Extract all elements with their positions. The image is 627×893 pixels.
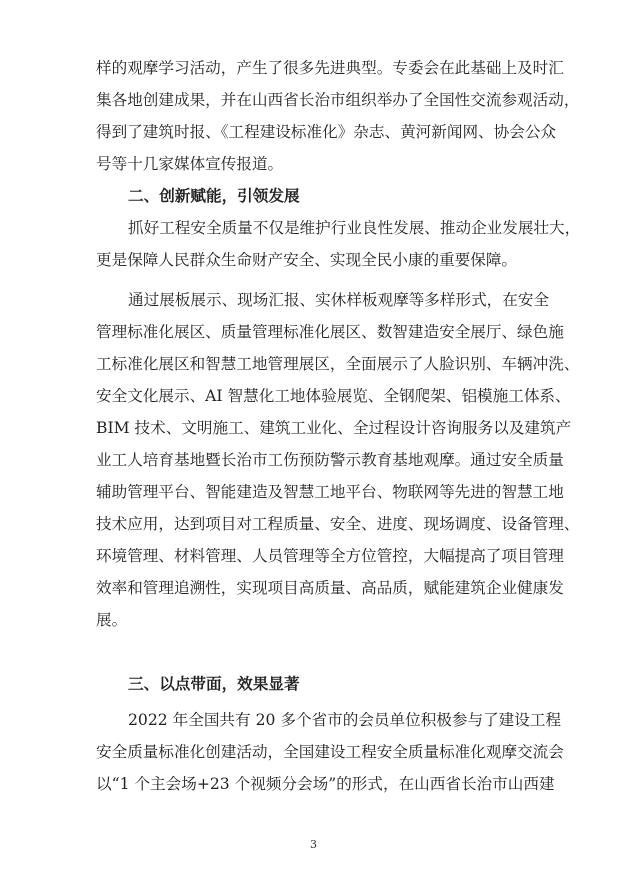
paragraph-4-line-1: 2022 年全国共有 20 多个省市的会员单位积极参与了建设工程 [128, 711, 562, 729]
paragraph-2-line-1: 抓好工程安全质量不仅是维护行业良性发展、推动企业发展壮大， [128, 219, 581, 237]
section-heading-2: 二、创新赋能，引领发展 [128, 187, 300, 205]
paragraph-2-line-2: 更是保障人民群众生命财产安全、实现全民小康的重要保障。 [96, 251, 518, 269]
paragraph-3-line-1: 通过展板展示、现场汇报、实休样板观摩等多样形式，在安全 [128, 291, 550, 309]
paragraph-4-line-3: 以“1 个主会场+23 个视频分会场”的形式，在山西省长治市山西建 [96, 775, 555, 793]
section-heading-3: 三、以点带面，效果显著 [128, 675, 300, 693]
paragraph-3-line-4: 安全文化展示、AI 智慧化工地体验展览、全钢爬架、铝模施工体系、 [96, 387, 571, 405]
paragraph-3-line-10: 效率和管理追溯性，实现项目高质量、高品质，赋能建筑企业健康发 [96, 579, 564, 597]
paragraph-3-line-5: BIM 技术、文明施工、建筑工业化、全过程设计咨询服务以及建筑产 [96, 419, 572, 437]
paragraph-3-line-2: 管理标准化展区、质量管理标准化展区、数智建造安全展厅、绿色施 [96, 323, 564, 341]
paragraph-1-line-1: 样的观摩学习活动，产生了很多先进典型。专委会在此基础上及时汇 [96, 59, 564, 77]
paragraph-1-line-2: 集各地创建成果，并在山西省长治市组织举办了全国性交流参观活动， [96, 91, 580, 109]
page-number: 3 [310, 838, 317, 851]
paragraph-3-line-6: 业工人培育基地暨长治市工伤预防警示教育基地观摩。通过安全质量 [96, 451, 564, 469]
paragraph-3-line-9: 环境管理、材料管理、人员管理等全方位管控，大幅提高了项目管理 [96, 547, 564, 565]
paragraph-4-line-2: 安全质量标准化创建活动，全国建设工程安全质量标准化观摩交流会 [96, 743, 564, 761]
paragraph-3-line-7: 辅助管理平台、智能建造及智慧工地平台、物联网等先进的智慧工地 [96, 483, 564, 501]
paragraph-1-line-4: 号等十几家媒体宣传报道。 [96, 155, 284, 173]
paragraph-3-line-11: 展。 [96, 611, 128, 629]
paragraph-1-line-3: 得到了建筑时报、《工程建设标准化》杂志、黄河新闻网、协会公众 [96, 123, 557, 141]
paragraph-3-line-3: 工标准化展区和智慧工地管理展区，全面展示了人脸识别、车辆冲洗、 [96, 355, 580, 373]
paragraph-3-line-8: 技术应用，达到项目对工程质量、安全、进度、现场调度、设备管理、 [96, 515, 580, 533]
